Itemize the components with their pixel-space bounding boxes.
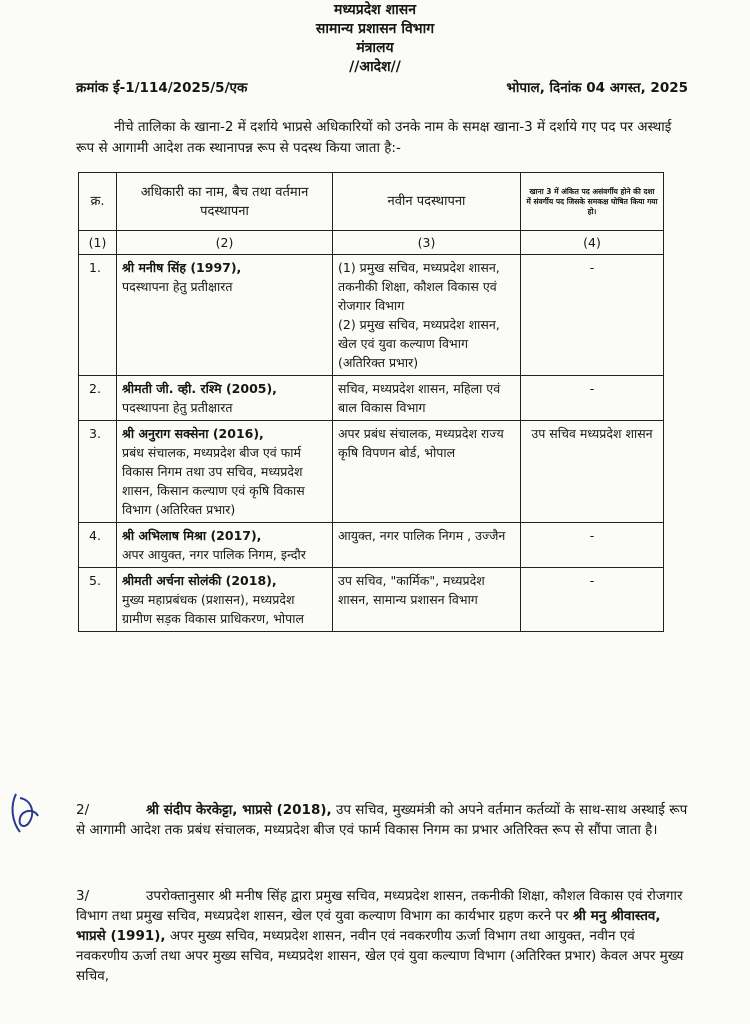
officer-cell: [117, 255, 333, 376]
officer-name: श्रीमती जी. व्ही. रश्मि (2005),: [122, 381, 277, 396]
handwritten-mark-icon: [6, 788, 46, 838]
serial-no: 3.: [79, 421, 117, 523]
current-posting: प्रबंध संचालक, मध्यप्रदेश बीज एवं फार्म विकास निगम तथा उप सचिव, मध्यप्रदेश शासन, किसान कल्याण एवं कृषि विकास विभाग (अतिरिक्त प्रभार): [122, 445, 305, 517]
table-row: [79, 523, 664, 568]
new-posting: उप सचिव, "कार्मिक", मध्यप्रदेश शासन, सामान्य प्रशासन विभाग: [333, 568, 521, 632]
col-officer-header: अधिकारी का नाम, बैच तथा वर्तमान पदस्थापना: [117, 173, 333, 231]
col-num: (3): [333, 231, 521, 255]
paragraph-text: उपरोक्तानुसार श्री मनीष सिंह द्वारा प्रमुख सचिव, मध्यप्रदेश शासन, तकनीकी शिक्षा, कौशल विकास एवं रोजगार विभाग तथा प्रमुख सचिव, मध्यप्रदेश शासन, खेल एवं युवा कल्याण विभाग का कार्यभार ग्रहण करने पर: [76, 888, 683, 924]
paragraph-2: [76, 800, 690, 840]
col-num: (1): [79, 231, 117, 255]
paragraph-text: उप सचिव, मुख्यमंत्री को अपने वर्तमान कर्तव्यों के साथ-साथ अस्थाई रूप से आगामी आदेश तक प्रबंध संचालक, मध्यप्रदेश बीज एवं फार्म विकास निगम का प्रभार अतिरिक्त रूप से सौंपा जाता है।: [76, 802, 688, 838]
serial-no: 4.: [79, 523, 117, 568]
paragraph-number: 2/: [76, 802, 90, 818]
officer-cell: [117, 421, 333, 523]
current-posting: पदस्थापना हेतु प्रतीक्षारत: [122, 400, 233, 415]
new-posting: (1) प्रमुख सचिव, मध्यप्रदेश शासन, तकनीकी शिक्षा, कौशल विकास एवं रोजगार विभाग: [338, 260, 500, 313]
table-header-row: [79, 173, 664, 231]
equivalent-post: -: [521, 255, 664, 376]
new-posting: आयुक्त, नगर पालिक निगम , उज्जैन: [333, 523, 521, 568]
new-posting-cell: [333, 255, 521, 376]
table-number-row: [79, 231, 664, 255]
col-equivalent-header: खाना 3 में अंकित पद असंवर्गीय होने की दशा में संवर्गीय पद जिसके समकक्ष घोषित किया गया हो।: [521, 173, 664, 231]
order-number: क्रमांक ई-1/114/2025/5/एक: [76, 80, 248, 96]
place-date: भोपाल, दिनांक 04 अगस्त, 2025: [506, 80, 688, 96]
serial-no: 5.: [79, 568, 117, 632]
header-govt: मध्यप्रदेश शासन: [334, 2, 416, 18]
new-posting-additional: (2) प्रमुख सचिव, मध्यप्रदेश शासन, खेल एवं युवा कल्याण विभाग (अतिरिक्त प्रभार): [338, 317, 500, 370]
officer-name: श्री अभिलाष मिश्रा (2017),: [122, 528, 262, 543]
intro-paragraph: नीचे तालिका के खाना-2 में दर्शाये भाप्रसे अधिकारियों को उनके नाम के समक्ष खाना-3 में दर्शाये गए पद पर अस्थाई रूप से आगामी आदेश तक स्थानापन्न रूप से पदस्थ किया जाता है:-: [76, 119, 672, 156]
equivalent-post: -: [521, 376, 664, 421]
current-posting: मुख्य महाप्रबंधक (प्रशासन), मध्यप्रदेश ग्रामीण सड़क विकास प्राधिकरण, भोपाल: [122, 592, 304, 626]
table-row: [79, 255, 664, 376]
equivalent-post: -: [521, 523, 664, 568]
officer-cell: [117, 523, 333, 568]
paragraph-number: 3/: [76, 888, 90, 904]
col-num: (4): [521, 231, 664, 255]
current-posting: पदस्थापना हेतु प्रतीक्षारत: [122, 279, 233, 294]
table-row: [79, 568, 664, 632]
equivalent-post: उप सचिव मध्यप्रदेश शासन: [521, 421, 664, 523]
posting-table: [78, 172, 664, 632]
officer-name: श्री अनुराग सक्सेना (2016),: [122, 426, 264, 441]
table-row: [79, 421, 664, 523]
officer-name: श्रीमती अर्चना सोलंकी (2018),: [122, 573, 277, 588]
header-department: सामान्य प्रशासन विभाग: [315, 21, 435, 37]
header-order: //आदेश//: [349, 59, 401, 75]
officer-name: श्री मनु श्रीवास्तव, भाप्रसे (1991),: [76, 908, 661, 944]
col-serial-header: क्र.: [79, 173, 117, 231]
paragraph-text: अपर मुख्य सचिव, मध्यप्रदेश शासन, नवीन एवं नवकरणीय ऊर्जा विभाग तथा आयुक्त, नवीन एवं नवकरणीय ऊर्जा तथा अपर मुख्य सचिव, मध्यप्रदेश शासन, खेल एवं युवा कल्याण विभाग (अतिरिक्त प्रभार) केवल अपर मुख्य सचिव,: [76, 928, 684, 984]
serial-no: 2.: [79, 376, 117, 421]
serial-no: 1.: [79, 255, 117, 376]
officer-name: श्री संदीप केरकेट्टा, भाप्रसे (2018),: [146, 802, 332, 818]
col-new-posting-header: नवीन पदस्थापना: [333, 173, 521, 231]
table-row: [79, 376, 664, 421]
current-posting: अपर आयुक्त, नगर पालिक निगम, इन्दौर: [122, 547, 306, 562]
header-ministry: मंत्रालय: [356, 40, 394, 56]
paragraph-3: [76, 886, 690, 986]
new-posting: अपर प्रबंध संचालक, मध्यप्रदेश राज्य कृषि विपणन बोर्ड, भोपाल: [333, 421, 521, 523]
new-posting: सचिव, मध्यप्रदेश शासन, महिला एवं बाल विकास विभाग: [333, 376, 521, 421]
officer-cell: [117, 376, 333, 421]
officer-name: श्री मनीष सिंह (1997),: [122, 260, 242, 275]
equivalent-post: -: [521, 568, 664, 632]
officer-cell: [117, 568, 333, 632]
col-num: (2): [117, 231, 333, 255]
